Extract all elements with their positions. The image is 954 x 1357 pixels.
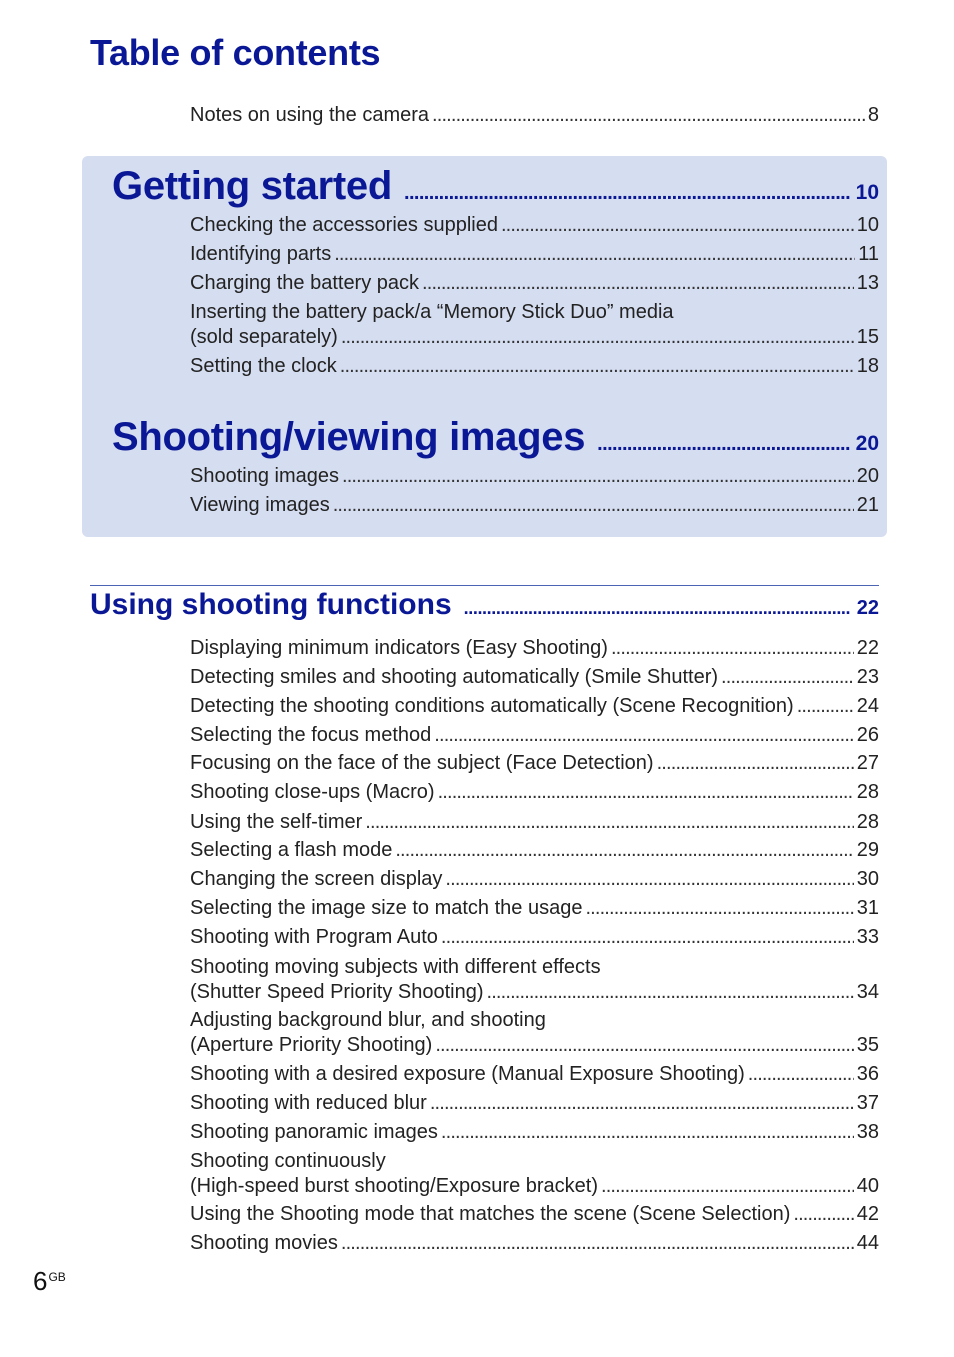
leader-dots: [597, 434, 849, 454]
toc-entry[interactable]: [190, 867, 879, 892]
leader-dots: [422, 271, 854, 296]
toc-entry-text: Displaying minimum indicators (Easy Shooting): [190, 637, 608, 659]
toc-entry-page: 20: [856, 465, 879, 487]
leader-dots: [441, 1120, 854, 1145]
toc-entry-text-line1: Shooting continuously: [190, 1150, 386, 1172]
toc-entry[interactable]: [190, 464, 879, 489]
toc-entry-text: Setting the clock: [190, 355, 337, 377]
toc-entry-text: Identifying parts: [190, 243, 332, 265]
toc-entry-text: (High-speed burst shooting/Exposure bracket): [190, 1175, 598, 1197]
toc-entry[interactable]: [190, 896, 879, 921]
toc-entry[interactable]: [190, 810, 879, 835]
toc-entry[interactable]: [190, 300, 879, 350]
toc-entry-text: Shooting with Program Auto: [190, 926, 438, 948]
toc-entry-page: 27: [856, 752, 879, 774]
toc-entry[interactable]: [190, 103, 879, 128]
toc-entry-page: 22: [856, 637, 879, 659]
toc-entry-text: Using the Shooting mode that matches the scene (Scene Selection): [190, 1203, 791, 1225]
toc-entry-page: 23: [856, 666, 879, 688]
toc-entry[interactable]: [190, 1091, 879, 1116]
toc-entry-page: 30: [856, 868, 879, 890]
toc-entry[interactable]: [190, 1008, 879, 1058]
toc-entry-text: (sold separately): [190, 326, 338, 348]
toc-entry-page: 13: [856, 272, 879, 294]
toc-entry-page: 38: [856, 1121, 879, 1143]
section-heading-text: Shooting/viewing images: [112, 415, 586, 459]
toc-entry-page: 36: [856, 1063, 879, 1085]
toc-entry[interactable]: [190, 780, 879, 805]
toc-entry-page: 24: [856, 695, 879, 717]
leader-dots: [441, 925, 854, 950]
toc-entry-text: (Aperture Priority Shooting): [190, 1034, 433, 1056]
leader-dots: [341, 325, 854, 350]
toc-entry-page: 34: [856, 981, 879, 1003]
toc-entry[interactable]: [190, 694, 879, 719]
toc-entry-text: Checking the accessories supplied: [190, 214, 498, 236]
toc-entry[interactable]: [190, 1062, 879, 1087]
section-heading-text: Getting started: [112, 164, 392, 208]
leader-dots: [340, 354, 854, 379]
toc-entry-text: (Shutter Speed Priority Shooting): [190, 981, 484, 1003]
toc-entry-text: Notes on using the camera: [190, 104, 430, 126]
toc-entry-page: 26: [856, 724, 879, 746]
toc-entry-page: 10: [856, 214, 879, 236]
toc-entry-text: Shooting with a desired exposure (Manual Exposure Shooting): [190, 1063, 745, 1085]
toc-entry-text: Viewing images: [190, 494, 330, 516]
toc-entry-page: 29: [856, 839, 879, 861]
toc-entry[interactable]: [190, 751, 879, 776]
toc-entry-page: 28: [856, 811, 879, 833]
page-number: [33, 1266, 66, 1297]
toc-entry[interactable]: [190, 665, 879, 690]
toc-entry[interactable]: [190, 213, 879, 238]
section-heading-page: 22: [856, 597, 879, 619]
section-heading-page: 10: [855, 181, 879, 204]
toc-entry-page: 11: [858, 243, 879, 265]
toc-entry[interactable]: [190, 955, 879, 1005]
section-heading-using-shooting-functions[interactable]: [90, 588, 879, 622]
toc-entry-text-line1: Inserting the battery pack/a “Memory Stick Duo” media: [190, 301, 674, 323]
leader-dots: [432, 103, 865, 128]
leader-dots: [793, 1202, 853, 1227]
toc-entry-page: 40: [856, 1175, 879, 1197]
leader-dots: [434, 723, 853, 748]
leader-dots: [748, 1062, 854, 1087]
leader-dots: [721, 665, 854, 690]
toc-entry[interactable]: [190, 723, 879, 748]
section-heading-page: 20: [855, 432, 879, 455]
toc-entry[interactable]: [190, 271, 879, 296]
page-number-value: 6: [33, 1266, 48, 1296]
leader-dots: [797, 694, 854, 719]
toc-entry-text: Detecting the shooting conditions automatically (Scene Recognition): [190, 695, 794, 717]
toc-entry[interactable]: [190, 838, 879, 863]
toc-entry[interactable]: [190, 636, 879, 661]
toc-entry-text: Shooting panoramic images: [190, 1121, 438, 1143]
leader-dots: [342, 464, 854, 489]
toc-entry-page: 15: [856, 326, 879, 348]
toc-entry-text: Charging the battery pack: [190, 272, 420, 294]
toc-entry-text: Shooting images: [190, 465, 339, 487]
toc-entry-text-line1: Adjusting background blur, and shooting: [190, 1009, 546, 1031]
section-heading-text: Using shooting functions: [90, 588, 452, 621]
toc-entry-page: 35: [856, 1034, 879, 1056]
leader-dots: [487, 980, 854, 1005]
toc-entry-page: 37: [856, 1092, 879, 1114]
toc-entry-text-line1: Shooting moving subjects with different effects: [190, 956, 601, 978]
leader-dots: [333, 493, 854, 518]
toc-entry-text: Selecting the image size to match the usage: [190, 897, 583, 919]
toc-entry-page: 8: [867, 104, 879, 126]
section-heading-shooting-viewing[interactable]: [112, 415, 879, 460]
leader-dots: [341, 1231, 854, 1256]
leader-dots: [430, 1091, 854, 1116]
leader-dots: [438, 780, 854, 805]
toc-entry-page: 18: [856, 355, 879, 377]
leader-dots: [334, 242, 855, 267]
toc-entry[interactable]: [190, 354, 879, 379]
leader-dots: [657, 751, 854, 776]
section-divider: [90, 585, 879, 586]
toc-entry-text: Using the self-timer: [190, 811, 363, 833]
leader-dots: [445, 867, 853, 892]
leader-dots: [435, 1033, 853, 1058]
toc-entry-page: 28: [856, 781, 879, 803]
toc-entry[interactable]: [190, 1149, 879, 1199]
toc-entry-text: Changing the screen display: [190, 868, 443, 890]
page-number-suffix: GB: [48, 1270, 66, 1284]
toc-entry[interactable]: [190, 1202, 879, 1227]
toc-entry-page: 33: [856, 926, 879, 948]
leader-dots: [404, 183, 850, 203]
toc-entry[interactable]: [190, 925, 879, 950]
leader-dots: [464, 598, 851, 619]
toc-entry-text: Shooting close-ups (Macro): [190, 781, 435, 803]
toc-entry-text: Focusing on the face of the subject (Face Detection): [190, 752, 654, 774]
page-title: Table of contents: [90, 32, 381, 73]
toc-entry[interactable]: [190, 493, 879, 518]
toc-entry-text: Selecting the focus method: [190, 724, 432, 746]
leader-dots: [611, 636, 854, 661]
toc-entry-page: 21: [856, 494, 879, 516]
section-heading-getting-started[interactable]: [112, 164, 879, 209]
toc-entry-text: Detecting smiles and shooting automatically (Smile Shutter): [190, 666, 719, 688]
leader-dots: [501, 213, 854, 238]
leader-dots: [601, 1174, 854, 1199]
toc-entry-page: 31: [856, 897, 879, 919]
toc-entry-text: Shooting movies: [190, 1232, 338, 1254]
leader-dots: [395, 838, 853, 863]
toc-entry-page: 44: [856, 1232, 879, 1254]
leader-dots: [585, 896, 853, 921]
toc-entry-page: 42: [856, 1203, 879, 1225]
toc-entry[interactable]: [190, 242, 879, 267]
toc-entry[interactable]: [190, 1231, 879, 1256]
leader-dots: [365, 810, 853, 835]
toc-entry-text: Selecting a flash mode: [190, 839, 393, 861]
toc-entry-text: Shooting with reduced blur: [190, 1092, 427, 1114]
toc-entry[interactable]: [190, 1120, 879, 1145]
